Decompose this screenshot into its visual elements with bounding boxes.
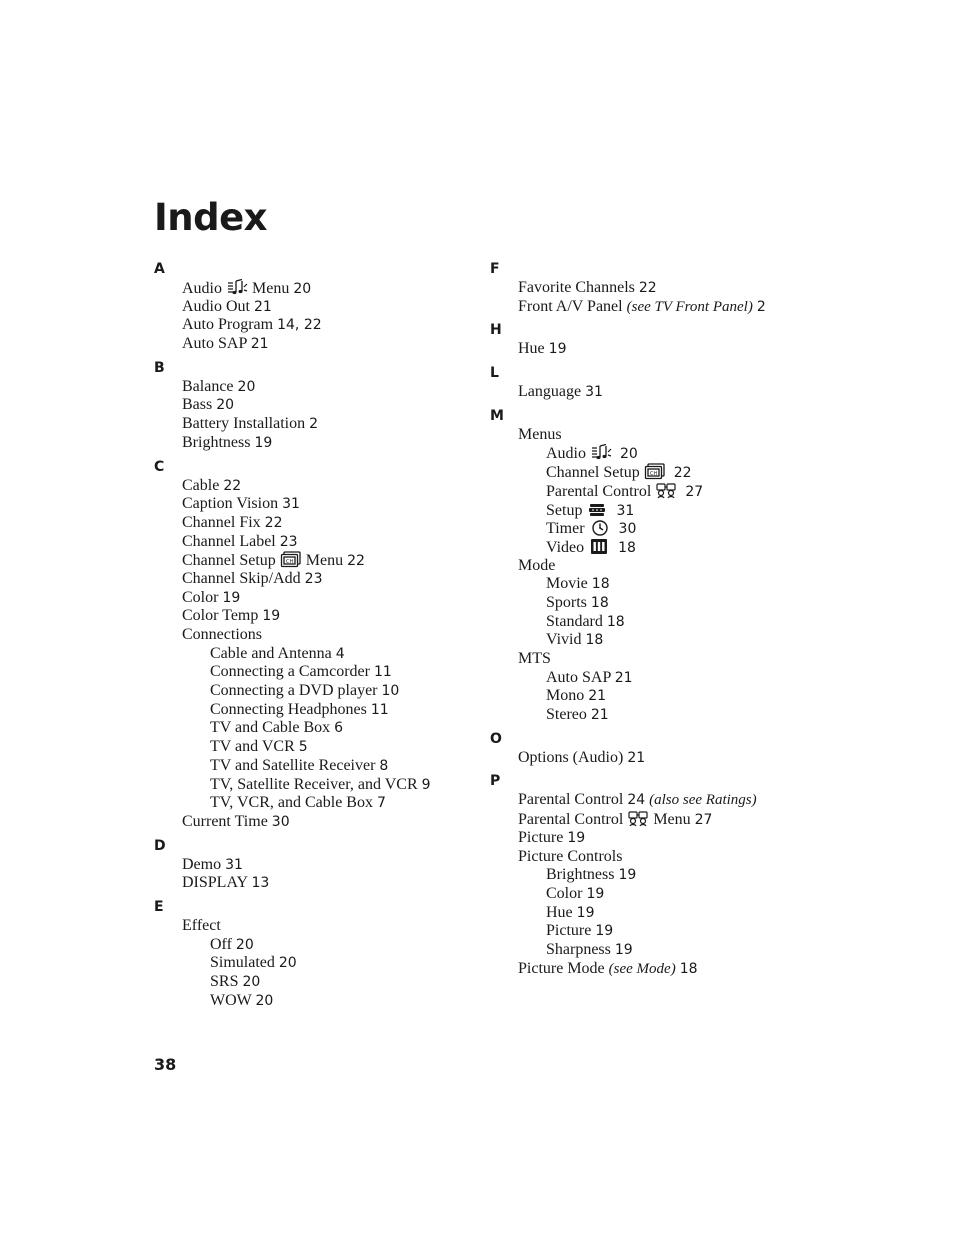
index-page-ref: 20: [620, 446, 638, 463]
index-cross-reference: (see Mode): [608, 960, 676, 977]
index-subentry: [154, 663, 474, 682]
index-subentry: [490, 669, 820, 688]
index-term: Caption Vision: [182, 495, 279, 513]
index-page-ref: 18: [591, 576, 610, 593]
index-page-ref: 9: [421, 776, 431, 793]
index-term: SRS: [210, 973, 239, 990]
index-page-ref: 19: [548, 341, 567, 358]
index-letter-heading: D: [154, 837, 166, 854]
index-page-ref: 14, 22: [277, 317, 322, 334]
index-page-ref: 6: [334, 720, 344, 737]
index-page-ref: 20: [237, 378, 256, 395]
index-entry: [490, 749, 820, 768]
index-subentry: [490, 444, 820, 463]
index-entry: [154, 551, 474, 570]
index-page-ref: 19: [576, 904, 595, 921]
index-page-ref: 20: [242, 974, 261, 990]
setup-icon: [586, 501, 608, 518]
index-entry: [490, 298, 820, 317]
index-page-ref: 19: [567, 829, 586, 846]
index-term: TV, Satellite Receiver, and VCR: [210, 775, 418, 793]
index-subentry: [490, 482, 820, 501]
index-page-ref: 4: [335, 645, 345, 662]
index-page-ref: 27: [685, 483, 704, 500]
index-page-ref: 18: [585, 632, 604, 649]
page-title: Index: [154, 196, 268, 239]
index-term: TV and Satellite Receiver: [210, 756, 376, 774]
index-entry: [490, 791, 820, 810]
index-term: Setup: [546, 501, 583, 519]
index-page-ref: 21: [250, 336, 269, 353]
audio-menu-icon: [590, 444, 612, 461]
svg-text:CH: CH: [285, 559, 294, 566]
index-letter-heading: B: [154, 359, 165, 376]
index-term: TV and VCR: [210, 738, 295, 756]
index-letter-heading: L: [490, 365, 499, 382]
index-term: Channel Setup: [546, 464, 640, 482]
index-page-ref: 21: [614, 669, 633, 686]
index-term: Demo: [182, 855, 222, 873]
index-letter-heading: F: [490, 261, 500, 277]
index-term: Favorite Channels: [518, 279, 635, 296]
index-page-ref: 23: [304, 570, 323, 587]
index-page-ref: 11: [370, 701, 389, 718]
index-term: Mono: [546, 687, 585, 705]
index-page-ref: 19: [586, 885, 605, 902]
index-cross-reference: (see TV Front Panel): [626, 298, 753, 315]
index-term: Effect: [182, 916, 221, 934]
index-entry: [490, 650, 820, 669]
index-entry: [154, 626, 474, 645]
index-letter-heading: A: [154, 261, 165, 277]
index-column-right: [490, 259, 820, 978]
audio-menu-icon: [226, 279, 248, 296]
index-term: Color Temp: [182, 607, 259, 625]
index-term: Mode: [518, 556, 556, 574]
index-subentry: [490, 706, 820, 725]
index-subentry: [490, 631, 820, 650]
index-term-suffix: Menu: [653, 811, 691, 829]
index-page-ref: 30: [271, 813, 290, 830]
index-entry: [154, 589, 474, 608]
index-entry: [490, 960, 820, 979]
index-subentry: [154, 757, 474, 776]
index-page-ref: 19: [595, 923, 614, 940]
index-page-ref: 20: [278, 955, 297, 972]
index-subentry: [154, 776, 474, 795]
index-entry: [154, 434, 474, 453]
index-page-ref: 31: [225, 856, 243, 873]
index-term: Battery Installation: [182, 415, 306, 433]
index-term: Standard: [546, 612, 603, 630]
index-entry: [154, 813, 474, 832]
index-term: WOW: [210, 991, 252, 1009]
page-number: 38: [154, 1055, 177, 1074]
index-entry: [154, 570, 474, 589]
index-term: Parental Control: [518, 811, 624, 829]
timer-icon: [589, 519, 611, 536]
index-term: Simulated: [210, 954, 275, 972]
index-page-ref: 11: [373, 664, 392, 681]
index-page-ref: 19: [262, 608, 281, 625]
index-entry: [154, 279, 474, 298]
index-term: Color: [546, 884, 583, 902]
index-term: Timer: [546, 520, 585, 538]
index-page-ref: 19: [618, 867, 637, 884]
index-term: TV, VCR, and Cable Box: [210, 794, 373, 812]
index-page-ref: 18: [679, 960, 698, 977]
index-entry: [154, 378, 474, 397]
index-term: Channel Label: [182, 532, 276, 550]
index-term: Cable and Antenna: [210, 644, 332, 662]
index-subentry: [154, 701, 474, 720]
index-subentry: [490, 866, 820, 885]
index-page-ref: 8: [379, 757, 389, 774]
index-letter-heading: P: [490, 773, 501, 790]
index-page-ref: 22: [347, 553, 365, 570]
index-term: Sharpness: [546, 940, 611, 958]
index-term: Language: [518, 383, 582, 401]
index-subentry: [154, 973, 474, 992]
index-term: Current Time: [182, 812, 268, 830]
index-page-ref: 18: [618, 539, 636, 556]
index-entry: [490, 557, 820, 576]
index-subentry: [490, 613, 820, 632]
index-term: Connecting a Camcorder: [210, 663, 370, 681]
index-term: Audio Out: [182, 297, 250, 315]
index-subentry: [154, 936, 474, 955]
index-page-ref: 22: [223, 477, 242, 494]
index-entry: [154, 533, 474, 552]
index-term: Channel Setup: [182, 552, 276, 570]
index-entry: [490, 810, 820, 829]
index-entry: [490, 383, 820, 402]
channel-setup-icon: [280, 551, 302, 568]
index-page-ref: 2: [756, 298, 766, 315]
index-page-ref: 23: [279, 533, 298, 550]
index-term: Parental Control: [546, 482, 652, 500]
index-cross-reference: (also see Ratings): [649, 792, 757, 809]
index-entry: [490, 829, 820, 848]
index-entry: [490, 848, 820, 867]
index-page-ref: 2: [309, 416, 318, 433]
index-subentry: [490, 501, 820, 520]
index-term: Connections: [182, 626, 262, 643]
index-letter-heading: H: [490, 322, 502, 339]
index-page-ref: 19: [614, 941, 633, 958]
index-subentry: [490, 904, 820, 923]
video-icon: [588, 538, 610, 555]
index-term: Off: [210, 935, 232, 953]
index-subentry: [490, 463, 820, 482]
index-entry: [154, 856, 474, 875]
index-term: Audio: [182, 280, 222, 297]
index-term: Picture: [546, 922, 592, 940]
index-letter-heading: E: [154, 898, 164, 915]
index-entry: [490, 426, 820, 445]
index-page-ref: 19: [254, 434, 273, 451]
index-page-ref: 21: [627, 749, 646, 766]
index-subentry: [490, 519, 820, 538]
index-entry: [490, 340, 820, 359]
index-term: Balance: [182, 377, 234, 395]
index-subentry: [490, 594, 820, 613]
index-page-ref: 13: [251, 875, 270, 892]
index-entry: [154, 477, 474, 496]
index-entry: [154, 298, 474, 317]
index-page-ref: 22: [638, 280, 657, 296]
index-page-ref: 5: [298, 739, 308, 756]
index-subentry: [490, 687, 820, 706]
index-page-ref: 20: [216, 397, 235, 414]
index-page-ref: 21: [254, 298, 272, 315]
index-term: Front A/V Panel: [518, 297, 623, 315]
index-term: Picture: [518, 828, 564, 846]
index-letter-heading: M: [490, 407, 504, 424]
parental-control-icon: [627, 810, 649, 827]
parental-control-icon: [655, 482, 677, 499]
index-term: Picture Controls: [518, 847, 623, 865]
index-page-ref: 22: [673, 465, 692, 482]
index-page-ref: 19: [222, 589, 241, 606]
index-entry: [154, 607, 474, 626]
index-page-ref: 7: [376, 795, 386, 812]
index-term-suffix: Menu: [252, 280, 290, 297]
index-term: Parental Control: [518, 791, 624, 809]
index-entry: [154, 514, 474, 533]
index-term: Menus: [518, 425, 562, 443]
index-page-ref: 20: [293, 281, 312, 297]
index-subentry: [154, 682, 474, 701]
index-term: Auto SAP: [546, 668, 611, 686]
index-entry: [154, 396, 474, 415]
index-term: Channel Fix: [182, 513, 261, 531]
channel-setup-icon: [644, 463, 666, 480]
index-term: Connecting a DVD player: [210, 682, 378, 700]
index-page-ref: 31: [282, 496, 300, 513]
index-term: Stereo: [546, 706, 587, 724]
index-term: Vivid: [546, 631, 582, 649]
index-subentry: [154, 794, 474, 813]
index-entry: [154, 316, 474, 335]
index-page-ref: 10: [381, 683, 400, 700]
index-page-ref: 22: [264, 514, 283, 531]
index-page-ref: 31: [585, 384, 603, 401]
index-entry: [154, 917, 474, 936]
index-term: Auto SAP: [182, 335, 247, 353]
index-term: Sports: [546, 593, 587, 611]
index-page-ref: 31: [616, 502, 635, 519]
index-page-ref: 27: [694, 812, 713, 829]
index-term-suffix: Menu: [305, 552, 344, 570]
index-page-ref: 21: [590, 707, 609, 724]
index-letter-heading: C: [154, 458, 165, 475]
index-term: Hue: [518, 340, 545, 358]
index-term: Connecting Headphones: [210, 700, 367, 718]
index-term: Color: [182, 588, 219, 606]
index-term: Options (Audio): [518, 748, 624, 766]
index-subentry: [490, 922, 820, 941]
index-page-ref: 24: [627, 792, 646, 809]
index-entry: [490, 279, 820, 298]
index-term: Brightness: [182, 433, 251, 451]
index-term: DISPLAY: [182, 874, 248, 892]
index-subentry: [490, 885, 820, 904]
index-term: Bass: [182, 396, 213, 414]
index-term: Picture Mode: [518, 959, 605, 977]
index-letter-heading: O: [490, 730, 502, 747]
index-subentry: [154, 645, 474, 664]
index-term: MTS: [518, 650, 551, 667]
index-subentry: [490, 941, 820, 960]
index-entry: [154, 335, 474, 354]
index-term: Video: [546, 538, 585, 556]
index-entry: [154, 874, 474, 893]
index-page-ref: 18: [606, 613, 625, 630]
index-page-ref: 21: [588, 688, 607, 705]
index-term: Movie: [546, 575, 588, 593]
index-term: Cable: [182, 476, 220, 494]
index-page-ref: 20: [255, 992, 274, 1009]
index-subentry: [490, 575, 820, 594]
index-page-ref: 20: [235, 936, 254, 953]
index-entry: [154, 495, 474, 514]
index-term: Audio: [546, 445, 586, 463]
index-column-left: [154, 259, 474, 1010]
index-subentry: [490, 538, 820, 557]
index-term: Hue: [546, 903, 573, 921]
index-subentry: [154, 719, 474, 738]
index-term: Auto Program: [182, 316, 274, 334]
svg-text:CH: CH: [649, 471, 658, 478]
index-term: Channel Skip/Add: [182, 569, 301, 587]
index-page-ref: 18: [590, 594, 609, 611]
index-entry: [154, 415, 474, 434]
index-subentry: [154, 738, 474, 757]
index-term: Brightness: [546, 866, 615, 884]
index-subentry: [154, 954, 474, 973]
index-term: TV and Cable Box: [210, 719, 331, 737]
index-page-ref: 30: [618, 521, 637, 538]
index-subentry: [154, 992, 474, 1011]
